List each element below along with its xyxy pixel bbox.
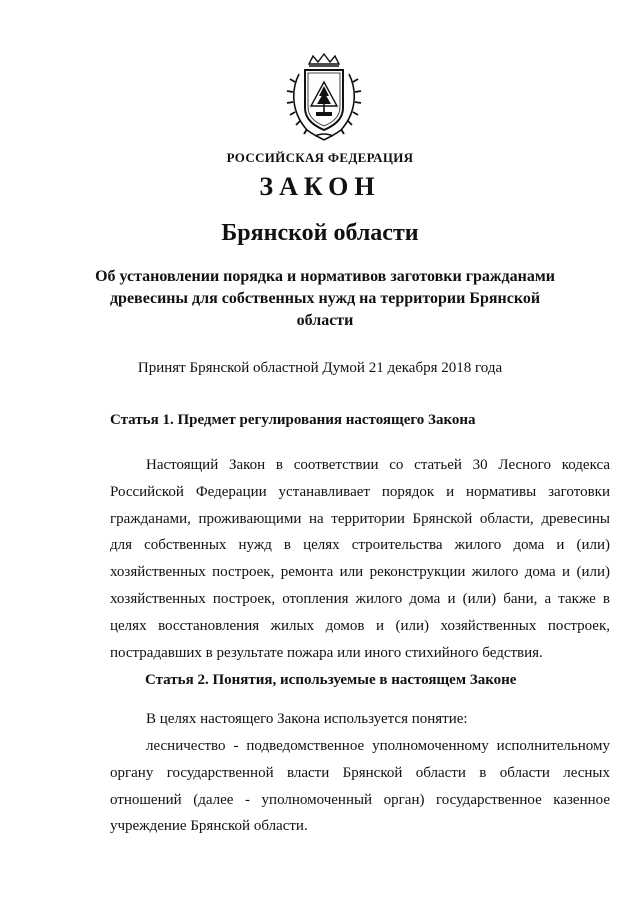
article-2-heading: Статья 2. Понятия, используемые в настоящем Законе [145, 672, 517, 688]
federation-label: РОССИЙСКАЯ ФЕДЕРАЦИЯ [226, 150, 414, 165]
bryansk-coat-of-arms-icon [285, 52, 363, 144]
article-1-paragraph: Настоящий Закон в соответствии со статьей 30 Лесного кодекса Российской Федерации устанавливает порядок и нормативы заготовки гражданами, проживающими на территории Брянской области, древесины для собственных нужд в целях строительства жилого дома и (или) хозяйственных построек, ремонта или реконструкции жилого дома и (или) хозяйственных построек, отопления жилого дома и (или) бани, а также в целях восстановления жилых домов и (или) хозяйственных построек, пострадавших в результате пожара или иного стихийного бедствия. [110, 457, 610, 661]
region-heading: Брянской области [221, 220, 419, 246]
adoption-line: Принят Брянской областной Думой 21 декабря 2018 года [137, 360, 503, 376]
article-1-heading: Статья 1. Предмет регулирования настоящего Закона [110, 412, 476, 428]
article-2-intro: В целях настоящего Закона используется понятие: [146, 711, 468, 727]
law-title: Об установлении порядка и нормативов заготовки гражданами древесины для собственных нужд на территории Брянской области [95, 268, 555, 329]
law-heading: ЗАКОН [259, 172, 381, 201]
article-2-definition: лесничество - подведомственное уполномоченному исполнительному органу государственной власти Брянской области в области лесных отношений (далее - уполномоченный орган) государственное казенное учреждение Брянской области. [110, 738, 610, 835]
